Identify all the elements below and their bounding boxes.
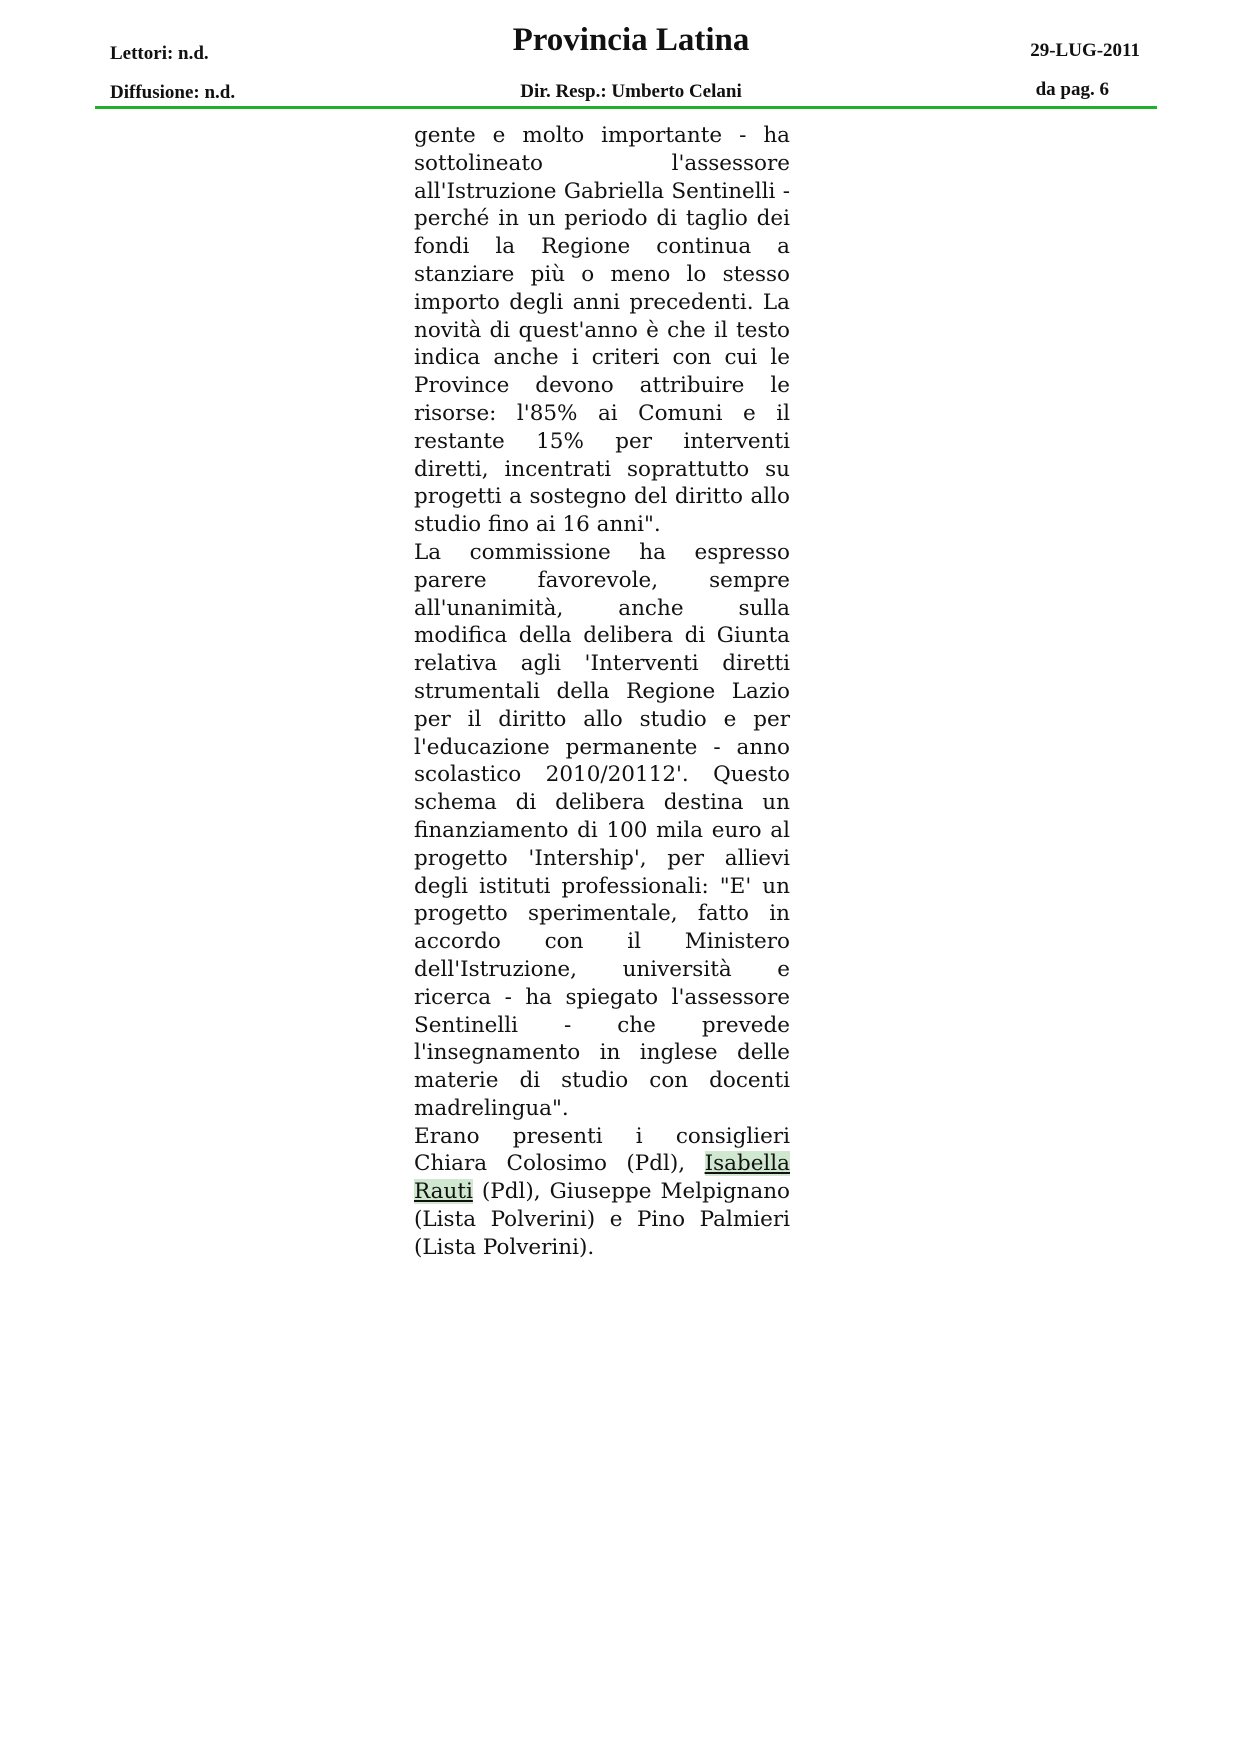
article-paragraph-3 (414, 1123, 790, 1262)
article-paragraph-1: gente e molto importante - ha sottolineato l'assessore all'Istruzione Gabriella Sentinelli - perché in un periodo di taglio dei fondi la Regione continua a stanziare più o meno lo stesso importo degli anni precedenti. La novità di quest'anno è che il testo indica anche i criteri con cui le Province devono attribuire le risorse: l'85% ai Comuni e il restante 15% per interventi diretti, incentrati soprattutto su progetti a sostegno del diritto allo studio fino ai 16 anni". (414, 123, 790, 538)
newspaper-masthead: Provincia Latina (512, 22, 750, 58)
page-reference: da pag. 6 (1035, 79, 1109, 100)
highlight-last-name: Rauti (414, 1179, 473, 1205)
publication-date: 29-LUG-2011 (1030, 40, 1140, 61)
circulation-label: Diffusione: n.d. (110, 82, 236, 103)
editor-in-chief: Dir. Resp.: Umberto Celani (520, 81, 742, 102)
article-paragraph-2: La commissione ha espresso parere favorevole, sempre all'unanimità, anche sulla modifica della delibera di Giunta relativa agli 'Interventi diretti strumentali della Regione Lazio per il diritto allo studio e per l'educazione permanente - anno scolastico 2010/20112'. Questo schema di delibera destina un finanziamento di 100 mila euro al progetto 'Intership', per allievi degli istituti professionali: "E' un progetto sperimentale, fatto in accordo con il Ministero dell'Istruzione, università e ricerca - ha spiegato l'assessore Sentinelli - che prevede l'insegnamento in inglese delle materie di studio con docenti madrelingua". (414, 539, 790, 1121)
paragraph-3-start: Erano presenti i consiglieri Chiara Colosimo (Pdl), (414, 1123, 790, 1177)
highlight-first-name: Isabella (704, 1151, 790, 1177)
header-divider (95, 106, 1157, 109)
readers-label: Lettori: n.d. (110, 43, 209, 64)
article-column (414, 122, 790, 1262)
paragraph-3-end: (Pdl), Giuseppe Melpignano (Lista Polverini) e Pino Palmieri (Lista Polverini). (414, 1179, 790, 1260)
